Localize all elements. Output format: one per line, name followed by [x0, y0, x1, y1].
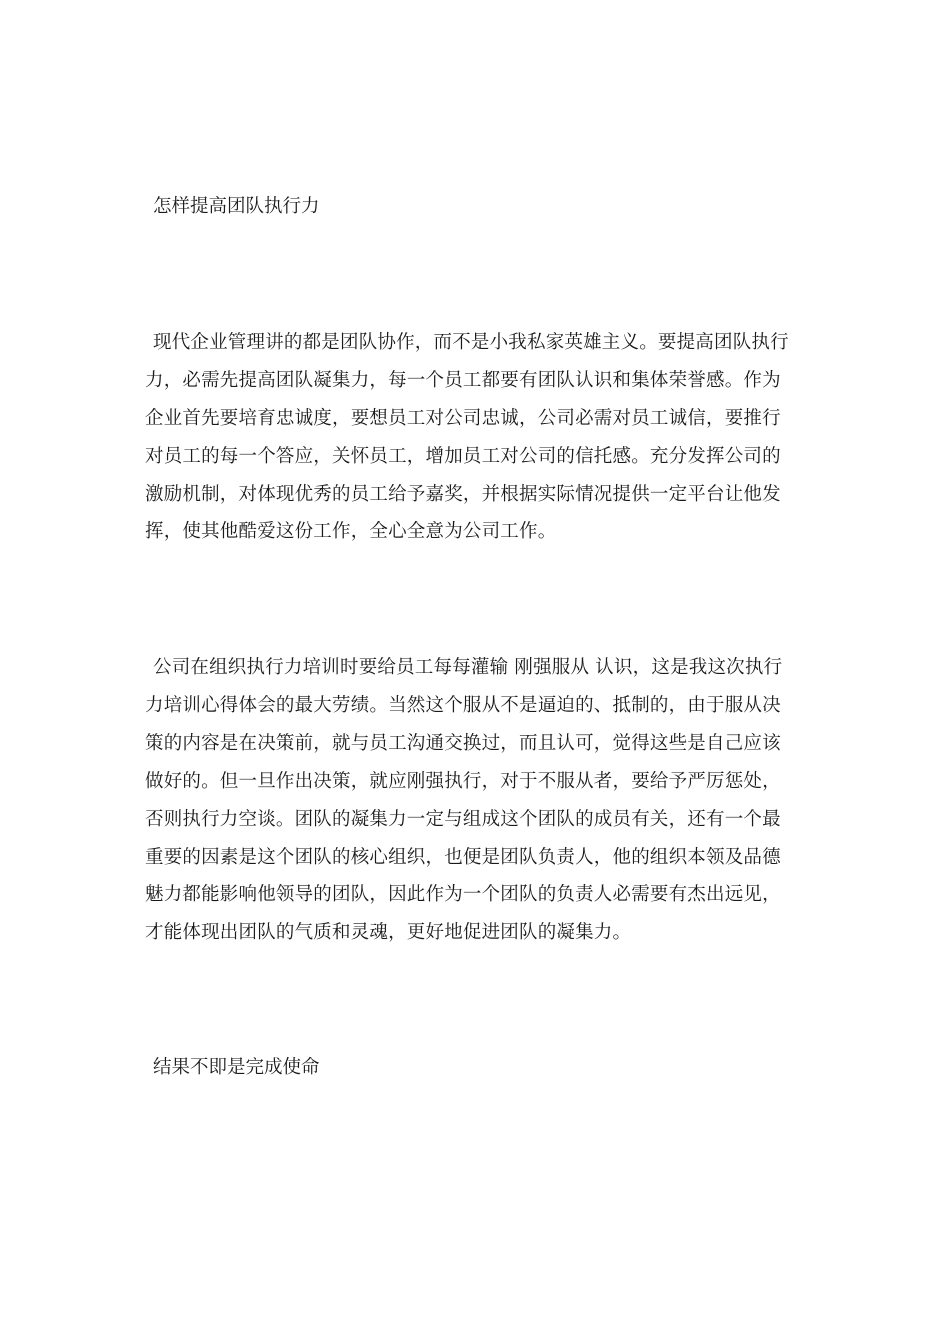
paragraph-line: 力，必需先提高团队凝集力，每一个员工都要有团队认识和集体荣誉感。作为 — [145, 370, 781, 391]
paragraph-line: 魅力都能影响他领导的团队，因此作为一个团队的负责人必需要有杰出远见， — [145, 884, 781, 905]
paragraph-line: 对员工的每一个答应，关怀员工，增加员工对公司的信托感。充分发挥公司的 — [145, 446, 781, 467]
paragraph-line: 力培训心得体会的最大劳绩。当然这个服从不是逼迫的、抵制的，由于服从决 — [145, 695, 781, 716]
paragraph-line: 挥，使其他酷爱这份工作，全心全意为公司工作。 — [145, 521, 557, 542]
paragraph-line: 现代企业管理讲的都是团队协作，而不是小我私家英雄主义。要提高团队执行 — [153, 332, 789, 353]
paragraph-line: 重要的因素是这个团队的核心组织，也便是团队负责人，他的组织本领及品德 — [145, 847, 781, 868]
paragraph-line: 企业首先要培育忠诚度，要想员工对公司忠诚，公司必需对员工诚信，要推行 — [145, 408, 781, 429]
paragraph-line: 才能体现出团队的气质和灵魂，更好地促进团队的凝集力。 — [145, 922, 632, 943]
section-heading-result-vs-completion: 结果不即是完成使命 — [153, 1057, 320, 1078]
paragraph-line: 做好的。但一旦作出决策，就应刚强执行，对于不服从者，要给予严厉惩处， — [145, 771, 781, 792]
paragraph-line: 策的内容是在决策前，就与员工沟通交换过，而且认可，觉得这些是自己应该 — [145, 733, 781, 754]
paragraph-line: 激励机制，对体现优秀的员工给予嘉奖，并根据实际情况提供一定平台让他发 — [145, 484, 781, 505]
section-heading-improve-execution: 怎样提高团队执行力 — [153, 196, 320, 217]
paragraph-line: 否则执行力空谈。团队的凝集力一定与组成这个团队的成员有关，还有一个最 — [145, 809, 781, 830]
paragraph-line: 公司在组织执行力培训时要给员工每每灌输 刚强服从 认识，这是我这次执行 — [153, 657, 783, 678]
